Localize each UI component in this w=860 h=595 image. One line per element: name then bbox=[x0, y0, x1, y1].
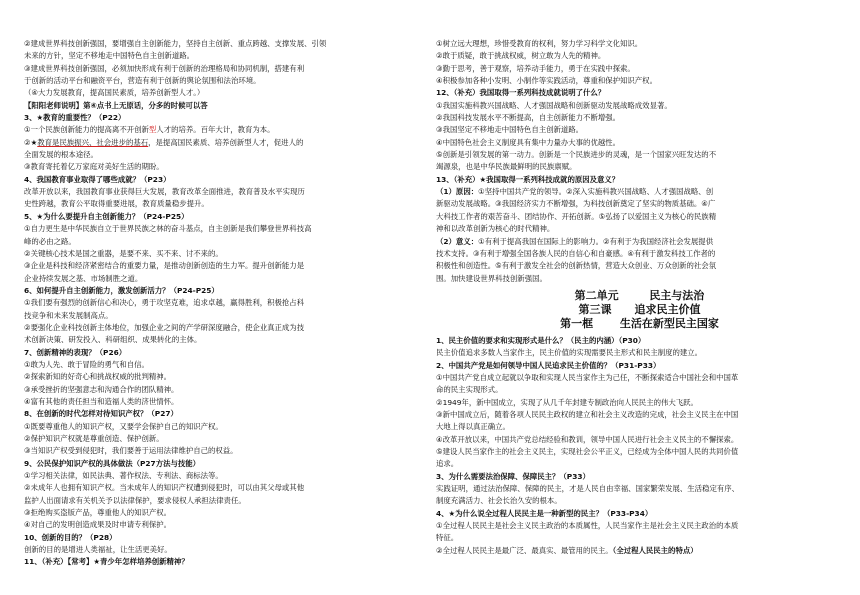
text-line: ③企业是科技和经济紧密结合的重要力量，是推动创新创造的生力军。提升创新能力是 bbox=[24, 261, 305, 271]
text-line: ②敢于质疑，敢于挑战权威，树立敢为人先的精神。 bbox=[436, 51, 606, 61]
text-line: 创新的目的是增进人类福祉，让生活更美好。 bbox=[24, 545, 172, 555]
text-line: 术创新决策、研发投入、科研组织、成果转化的主体。 bbox=[24, 335, 202, 345]
text-line: （2）意义：①有利于提高我国在国际上的影响力。②有利于为我国经济社会发展提供 bbox=[436, 236, 714, 246]
question-heading: 4、我国教育事业取得了哪些成就？（P23） bbox=[24, 174, 171, 184]
text-line: 特征。 bbox=[436, 533, 459, 543]
text-line: ④对自己的发明创造成果及时申请专利保护。 bbox=[24, 520, 172, 530]
unit-heading-block bbox=[436, 289, 843, 331]
question-heading: 2、中国共产党是如何领导中国人民追求民主价值的？（P31-P33） bbox=[436, 360, 661, 370]
question-heading: 【阳阳老师说明】第④点书上无原话，分多的时候可以答 bbox=[24, 100, 208, 110]
text-line: 实践证明，通过法治保障、保障的民主，才是人民自由幸福、国家繁荣发展、生活稳定有序、 bbox=[436, 484, 740, 493]
question-heading: 12、（补充）我国取得一系列科技成就说明了什么？ bbox=[436, 88, 606, 98]
text-line: ①自力更生是中华民族自立于世界民族之林的奋斗基点，自主创新是我们攀登世界科技高 bbox=[24, 224, 312, 234]
frame-number: 第一框 bbox=[560, 316, 594, 330]
text-line: 神和以改革创新为核心的时代精神。 bbox=[436, 224, 555, 234]
lesson-heading bbox=[436, 303, 843, 317]
lesson-number: 第三课 bbox=[578, 302, 612, 316]
text-line: 峰的必由之路。 bbox=[24, 236, 76, 246]
text-line: ①树立远大理想，珍惜受教育的权利，努力学习科学文化知识。 bbox=[436, 39, 643, 48]
text-line: ③当知识产权受到侵犯时，我们要善于运用法律维护自己的权益。 bbox=[24, 446, 238, 456]
text-line: 竭源泉，也是中华民族最鲜明的民族禀赋。 bbox=[436, 162, 577, 172]
question-heading: 1、民主价值的要求和实现形式是什么？（民主的内涵）（P30） bbox=[436, 335, 646, 345]
text-line: ③我国坚定不移地走中国特色自主创新道路。 bbox=[436, 125, 584, 135]
question-heading: 11、（补充）【常考】★青少年怎样培养创新精神？ bbox=[24, 557, 189, 567]
text-line: 于创新的活动平台和融资平台，营造有利于创新的舆论氛围和法治环境。 bbox=[24, 76, 261, 86]
text-line: ④积极参加各种小发明、小制作等实践活动，尊重和保护知识产权。 bbox=[436, 76, 657, 86]
text-line: ④中国特色社会主义制度具有集中力量办大事的优越性。 bbox=[436, 137, 621, 147]
text-line: ③拒绝购买盗版产品，尊重他人的知识产权。 bbox=[24, 508, 172, 518]
text-line: ②1949年，新中国成立，实现了从几千年封建专制政治向人民民主的伟大飞跃。 bbox=[436, 397, 698, 407]
text-line: （1）原因：①坚持中国共产党的领导。②深入实施科教兴国战略、人才强国战略、创 bbox=[436, 187, 714, 197]
text-line: ②建成世界科技创新强国，要增强自主创新能力，坚持自主创新、重点跨越、支撑发展、引领 bbox=[24, 39, 327, 48]
text-line: ①学习相关法律，如民法典、著作权法、专利法、商标法等。 bbox=[24, 471, 223, 481]
text-line: ①一个民族创新能力的提高离不开创新型人才的培养。百年大计，教育为本。 bbox=[24, 125, 275, 135]
text-line: ③承受挫折的坚强意志和沟通合作的团队精神。 bbox=[24, 384, 179, 394]
text-line: ①敢为人先、敢于冒险的勇气和自信。 bbox=[24, 359, 149, 369]
text-line: 新驱动发展战略。③我国经济实力不断增强，为科技创新奠定了坚实的物质基础。④广 bbox=[436, 199, 716, 209]
frame-title: 生活在新型民主国家 bbox=[619, 316, 719, 330]
text-line: ②要强化企业科技创新主体地位，加强企业之间的产学研深度融合，使企业真正成为技 bbox=[24, 322, 305, 332]
text-line: ①我们要有强烈的创新信心和决心，勇于攻坚克难，追求卓越，赢得胜利，积极抢占科 bbox=[24, 298, 305, 308]
question-heading: 9、公民保护知识产权的具体做法（P27方法与技能） bbox=[24, 458, 201, 468]
text-line: 积极性和创造性。⑤有利于激发全社会的创新热情，营造大众创业、万众创新的社会氛 bbox=[436, 261, 717, 271]
text-line: 全面发展的根本途径。 bbox=[24, 150, 98, 160]
text-line: ⑤建设人民当家作主的社会主义民主，实现社会公平正义，已经成为全体中国人民的共同价值 bbox=[436, 446, 739, 456]
text-line: 史性跨越，教育公平取得重要进展，教育质量稳步提升。 bbox=[24, 199, 209, 209]
text-line: 未来的方针，坚定不移地走中国特色自主创新道路。 bbox=[24, 51, 194, 61]
text-line: ①我国实施科教兴国战略、人才强国战略和创新驱动发展战略成效显著。 bbox=[436, 100, 672, 110]
text-line: 改革开放以来，我国教育事业获得巨大发展，教育改革全面推进，教育普及水平实现历 bbox=[24, 187, 305, 197]
text-line: ④富有其他的责任担当和造福人类的济世情怀。 bbox=[24, 396, 179, 406]
text-line: 监护人出面请求有关机关予以法律保护，要求侵权人承担法律责任。 bbox=[24, 495, 246, 505]
left-column bbox=[24, 38, 422, 569]
text-line: ②探索新知的好奇心和挑战权威的批判精神。 bbox=[24, 372, 172, 382]
right-column-top bbox=[436, 38, 843, 285]
text-line: （④大力发展教育，提高国民素质，培养创新型人才。） bbox=[24, 88, 205, 98]
text-line: ②全过程人民民主是最广泛、最真实、最管用的民主。（全过程人民民主的特点） bbox=[436, 545, 698, 555]
text-line: 企业持续发展之基、市场制胜之道。 bbox=[24, 273, 143, 283]
text-line: ①既要尊重他人的知识产权，又要学会保护自己的知识产权。 bbox=[24, 421, 223, 431]
question-heading: 4、★为什么说全过程人民民主是一种新型的民主？（P33-P34） bbox=[436, 508, 653, 518]
text-line: 民主价值追求多数人当家作主，民主价值的实现需要民主形式和民主制度的建立。 bbox=[436, 348, 703, 358]
lesson-title: 追求民主价值 bbox=[634, 302, 701, 316]
question-heading: 10、创新的目的？（P28） bbox=[24, 532, 117, 542]
text-line: ③勤于思考，善于观察，培养动手能力，勇于在实践中探索。 bbox=[436, 63, 635, 73]
question-heading: 6、如何提升自主创新能力，激发创新活力？（P24-P25） bbox=[24, 285, 219, 295]
text-line: ③教育寄托着亿万家庭对美好生活的期盼。 bbox=[24, 162, 164, 172]
text-line: ②我国科技发展水平不断提高，自主创新能力不断增强。 bbox=[436, 113, 621, 123]
question-heading: 3、为什么需要法治保障、保障民主？（P33） bbox=[436, 471, 590, 481]
right-column-bottom bbox=[436, 335, 843, 557]
text-line: ②关键核心技术是国之重器，是要不来、买不来、讨不来的。 bbox=[24, 248, 223, 258]
unit-number: 第二单元 bbox=[574, 288, 619, 302]
frame-heading bbox=[436, 317, 843, 331]
text-line: 追求。 bbox=[436, 459, 459, 469]
text-line: 命的民主实现形式。 bbox=[436, 385, 503, 395]
text-line: ⑤创新是引领发展的第一动力。创新是一个民族进步的灵魂，是一个国家兴旺发达的不 bbox=[436, 150, 717, 160]
text-line: ②保护知识产权就是尊重创造、保护创新。 bbox=[24, 434, 164, 443]
text-line: 制度充满活力、社会长治久安的根本。 bbox=[436, 496, 562, 506]
text-line: ④改革开放以来，中国共产党总结经验和教训，领导中国人民进行社会主义民主的不懈探索。 bbox=[436, 434, 739, 444]
text-line: ②★教育是民族振兴、社会进步的基石，是提高国民素质、培养创新型人才，促进人的 bbox=[24, 137, 304, 147]
question-heading: 3、★教育的重要性？（P22） bbox=[24, 113, 126, 123]
unit-heading bbox=[436, 289, 843, 303]
text-line: ①中国共产党自成立起就以争取和实现人民当家作主为己任，不断探索适合中国社会和中国革 bbox=[436, 372, 739, 382]
text-line: ②未成年人也拥有知识产权。当未成年人的知识产权遭到侵犯时，可以由其父母或其他 bbox=[24, 483, 305, 493]
text-line: ③建成世界科技创新强国，必须加快形成有利于创新的治理格局和协同机制，搭建有利 bbox=[24, 63, 305, 73]
question-heading: 13、（补充）★我国取得一系列科技成就的原因及意义？ bbox=[436, 174, 620, 184]
text-line: 技竞争和未来发展制高点。 bbox=[24, 310, 113, 320]
question-heading: 8、在创新的时代怎样对待知识产权？（P27） bbox=[24, 409, 178, 419]
text-line: 大地上得以真正确立。 bbox=[436, 422, 510, 432]
text-line: 技术支持。③有利于增强全国各族人民的自信心和自豪感。④有利于激发科技工作者的 bbox=[436, 248, 716, 258]
text-line: 围。加快建设世界科技创新强国。 bbox=[436, 273, 547, 283]
question-heading: 7、创新精神的表现？（P26） bbox=[24, 347, 127, 357]
right-column bbox=[436, 38, 843, 557]
text-line: ①全过程人民民主是社会主义民主政治的本质属性，人民当家作主是社会主义民主政治的本质 bbox=[436, 521, 739, 531]
question-heading: 5、★为什么要提升自主创新能力？（P24-P25） bbox=[24, 211, 189, 221]
text-line: ③新中国成立后，随着各项人民民主政权的建立和社会主义改造的完成，社会主义民主在中国 bbox=[436, 409, 739, 419]
unit-title: 民主与法治 bbox=[649, 288, 705, 302]
text-line: 大科技工作者的艰苦奋斗、团结协作、开拓创新。⑤弘扬了以爱国主义为核心的民族精 bbox=[436, 211, 717, 221]
